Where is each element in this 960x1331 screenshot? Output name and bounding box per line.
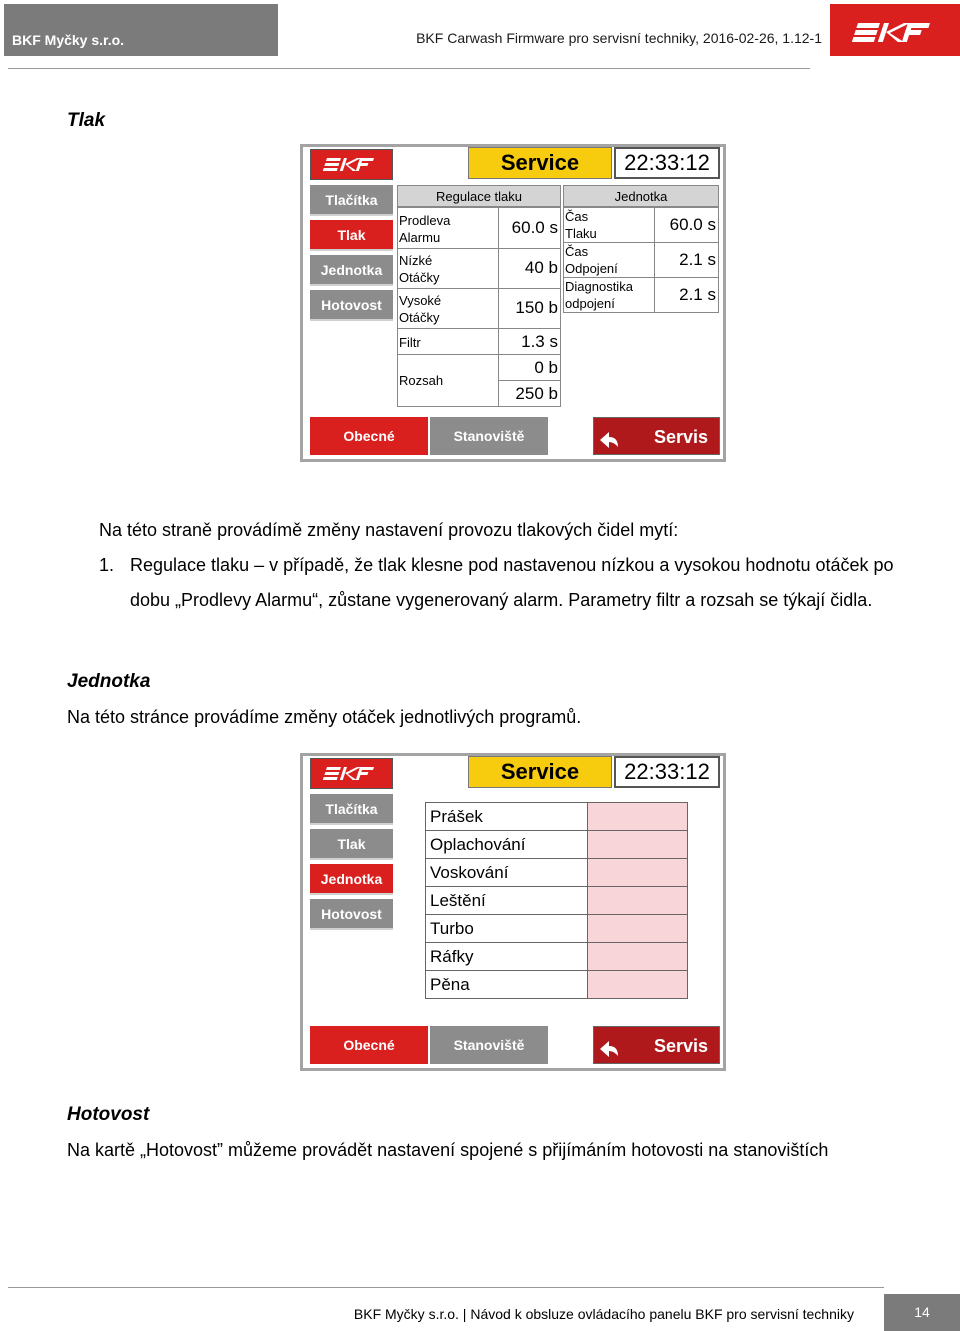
tlak-item-line2: dobu „Prodlevy Alarmu“, zůstane vygenerovaný alarm. Parametry filtr a rozsah se týkají čidla.: [130, 590, 873, 610]
tlak-item-line1: Regulace tlaku – v případě, že tlak klesne pod nastavenou nízkou a vysokou hodnotu otáček po: [130, 555, 894, 575]
row-vysoke-label: Vysoké Otáčky: [399, 293, 442, 325]
footer-divider: [8, 1287, 884, 1288]
clock-display: 22:33:12: [614, 756, 720, 788]
header-document-title: BKF Carwash Firmware pro servisní techniky, 2016-02-26, 1.12-1: [416, 30, 822, 46]
tab-tlak[interactable]: Tlak: [310, 220, 393, 251]
tab-tlak[interactable]: Tlak: [310, 829, 393, 860]
row-vysoke-value[interactable]: 150 b: [515, 298, 558, 317]
row-cas-tlaku-label: Čas Tlaku: [565, 209, 597, 241]
table-header-jednotka: Jednotka: [563, 185, 719, 207]
program-turbo: Turbo: [425, 915, 588, 943]
panel-bkf-logo: [310, 149, 393, 180]
service-indicator: Service: [468, 147, 612, 179]
tab-jednotka[interactable]: Jednotka: [310, 255, 393, 286]
row-filtr-label: Filtr: [399, 335, 421, 350]
service-indicator: Service: [468, 756, 612, 788]
hotovost-text: Na kartě „Hotovost” můžeme provádět nastavení spojené s přijímáním hotovosti na stanovištích: [67, 1140, 829, 1160]
program-voskovani-value[interactable]: [588, 859, 688, 887]
servis-button[interactable]: Servis: [593, 1026, 720, 1064]
heading-tlak: Tlak: [67, 110, 106, 131]
regulace-table: [397, 207, 561, 407]
footer-text: BKF Myčky s.r.o. | Návod k obsluze ovládacího panelu BKF pro servisní techniky: [353, 1306, 854, 1322]
row-nizke-value[interactable]: 40 b: [524, 258, 558, 277]
tab-jednotka[interactable]: Jednotka: [310, 864, 393, 895]
back-arrow-icon: [598, 1035, 620, 1073]
program-pena: Pěna: [425, 971, 588, 999]
jednotka-panel-screenshot: [300, 753, 726, 1071]
header-divider: [8, 68, 810, 69]
clock-display: 22:33:12: [614, 147, 720, 179]
row-rozsah-min-value[interactable]: 0 b: [534, 358, 558, 377]
row-rozsah-max-value[interactable]: 250 b: [515, 384, 558, 403]
tlak-panel-screenshot: [300, 144, 726, 462]
program-prasek: Prášek: [425, 803, 588, 831]
row-cas-tlaku-value[interactable]: 60.0 s: [669, 215, 716, 234]
tab-hotovost[interactable]: Hotovost: [310, 290, 393, 321]
general-button[interactable]: Obecné: [310, 1026, 428, 1064]
heading-jednotka: Jednotka: [67, 671, 151, 692]
program-rafky: Ráfky: [425, 943, 588, 971]
tab-tlacitka[interactable]: Tlačítka: [310, 185, 393, 216]
heading-hotovost: Hotovost: [67, 1104, 150, 1125]
program-turbo-value[interactable]: [588, 915, 688, 943]
general-button[interactable]: Obecné: [310, 417, 428, 455]
row-diagnostika-value[interactable]: 2.1 s: [679, 285, 716, 304]
program-rafky-value[interactable]: [588, 943, 688, 971]
row-filtr-value[interactable]: 1.3 s: [521, 332, 558, 351]
jednotka-table: [563, 207, 719, 313]
row-prodleva-label: Prodleva Alarmu: [399, 213, 451, 245]
row-cas-odpojeni-label: Čas Odpojení: [565, 244, 618, 276]
program-prasek-value[interactable]: [588, 803, 688, 831]
page-number: 14: [884, 1294, 960, 1331]
back-arrow-icon: [598, 426, 620, 464]
row-nizke-label: Nízké Otáčky: [399, 253, 440, 285]
program-voskovani: Voskování: [425, 859, 588, 887]
row-cas-odpojeni-value[interactable]: 2.1 s: [679, 250, 716, 269]
tlak-intro-text: Na této straně provádímě změny nastavení provozu tlakových čidel mytí:: [99, 520, 679, 540]
servis-button[interactable]: Servis: [593, 417, 720, 455]
tab-tlacitka[interactable]: Tlačítka: [310, 794, 393, 825]
tlak-item-number: 1.: [99, 555, 115, 575]
program-oplachovani: Oplachování: [425, 831, 588, 859]
station-button[interactable]: Stanoviště: [430, 417, 548, 455]
row-diagnostika-label: Diagnostika odpojení: [565, 279, 633, 311]
row-prodleva-value[interactable]: 60.0 s: [511, 218, 558, 237]
program-lesteni: Leštění: [425, 887, 588, 915]
bkf-logo: [830, 4, 960, 56]
station-button[interactable]: Stanoviště: [430, 1026, 548, 1064]
tab-hotovost[interactable]: Hotovost: [310, 899, 393, 930]
program-pena-value[interactable]: [588, 971, 688, 999]
jednotka-text: Na této stránce provádíme změny otáček jednotlivých programů.: [67, 707, 582, 727]
header-company: BKF Myčky s.r.o.: [4, 4, 278, 56]
program-oplachovani-value[interactable]: [588, 831, 688, 859]
row-rozsah-label: Rozsah: [399, 373, 444, 388]
program-lesteni-value[interactable]: [588, 887, 688, 915]
panel-bkf-logo: [310, 758, 393, 789]
table-header-regulace: Regulace tlaku: [397, 185, 561, 207]
